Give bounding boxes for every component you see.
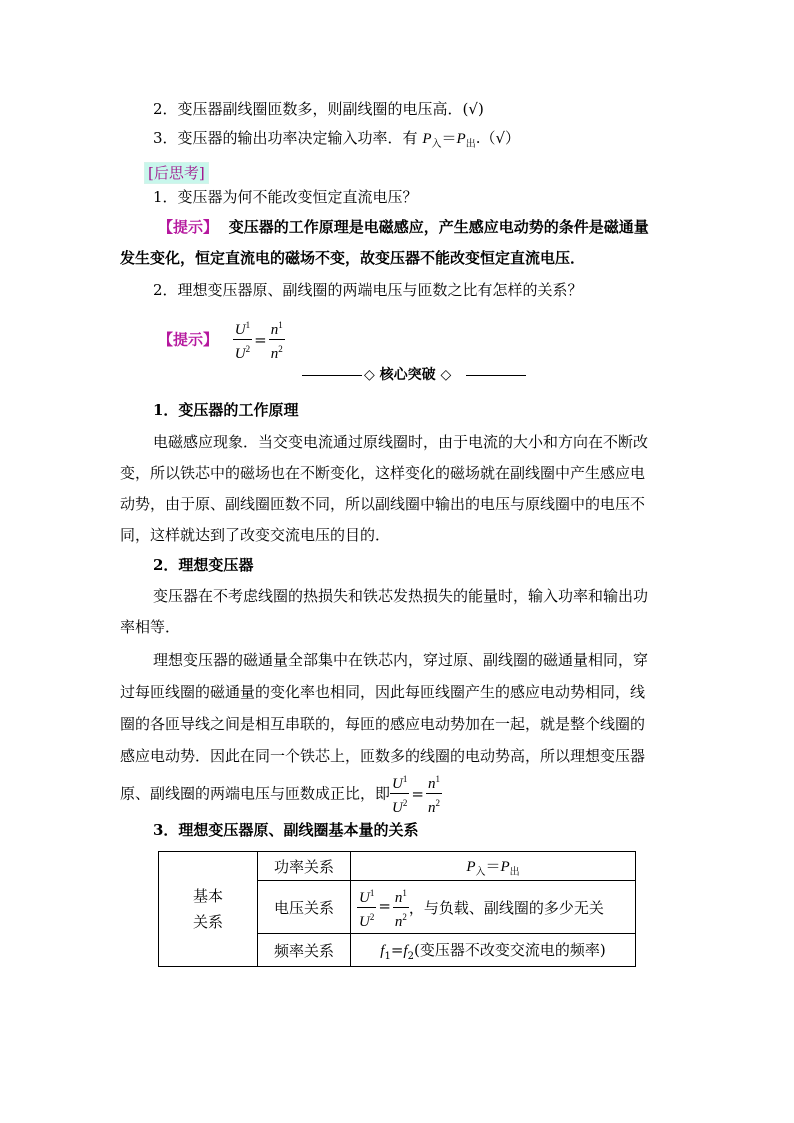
statement-3: 3．变压器的输出功率决定输入功率．有 $P_入=P_出.(√)$ bbox=[153, 129, 521, 150]
table-key-cell: 频率关系 bbox=[258, 934, 351, 967]
heading-basic-quantities: 3．理想变压器原、副线圈基本量的关系 bbox=[153, 821, 419, 839]
paragraph-1-line-3: 动势，由于原、副线圈匝数不同，所以副线圈中输出的电压与原线圈中的电压不 bbox=[120, 495, 646, 513]
table-voltage-fraction: $\frac{U^1}{U^2}$ bbox=[357, 884, 376, 931]
hint-label-2: 【提示】 bbox=[158, 330, 219, 349]
table-row bbox=[159, 852, 636, 881]
paragraph-3-line-4: 感应电动势．因此在同一个铁芯上，匝数多的线圈的电动势高，所以理想变压器 bbox=[120, 747, 646, 765]
paragraph-3-line-5: 原、副线圈的两端电压与匝数成正比，即 $\frac{U^1}{U^2}$ = $\frac{n^1}{n^2}$ bbox=[120, 770, 442, 810]
divider-line-left bbox=[302, 375, 362, 376]
table-key-cell: 功率关系 bbox=[258, 852, 351, 881]
table-turns-fraction: $\frac{n^1}{n^2}$ bbox=[393, 884, 409, 931]
inline-turns-fraction: $\frac{n^1}{n^2}$ bbox=[426, 770, 442, 817]
statement-2: 2．变压器副线圈匝数多，则副线圈的电压高．(√) bbox=[153, 100, 484, 118]
divider-line-right bbox=[466, 375, 526, 376]
turns-ratio-fraction: $\frac{n^1}{n^2}$ bbox=[269, 316, 285, 363]
frequency-relation-cell: $f_1=f_2$(变压器不改变交流电的频率) bbox=[351, 934, 636, 967]
power-relation-cell: $P_入=P_出$ bbox=[351, 852, 636, 881]
answer-2: 【提示】 $\frac{U^1}{U^2}$ = $\frac{n^1}{n^2}$ bbox=[158, 316, 285, 356]
category-cell: 基本 关系 bbox=[159, 852, 258, 967]
section-divider-title: ◇ 核心突破 ◇ bbox=[364, 367, 452, 383]
think-question-1: 1．变压器为何不能改变恒定直流电压？ bbox=[153, 188, 418, 206]
answer-1-continued: 发生变化，恒定直流电的磁场不变，故变压器不能改变恒定直流电压． bbox=[120, 249, 586, 267]
paragraph-2-line-1: 变压器在不考虑线圈的热损失和铁芯发热损失的能量时，输入功率和输出功 bbox=[153, 587, 649, 605]
inline-voltage-fraction: $\frac{U^1}{U^2}$ bbox=[390, 770, 409, 817]
after-think-tag: [后思考] bbox=[144, 162, 209, 184]
table-key-cell: 电压关系 bbox=[258, 881, 351, 934]
heading-working-principle: 1．变压器的工作原理 bbox=[153, 401, 299, 419]
paragraph-1-line-4: 同，这样就达到了改变交流电压的目的． bbox=[120, 526, 391, 544]
relations-table bbox=[158, 851, 636, 967]
hint-label: 【提示】 bbox=[158, 218, 219, 236]
think-question-2: 2．理想变压器原、副线圈的两端电压与匝数之比有怎样的关系？ bbox=[153, 281, 583, 299]
voltage-relation-cell: $\frac{U^1}{U^2}$ = $\frac{n^1}{n^2}$ ，与负载、副线圈的多少无关 bbox=[351, 881, 636, 934]
voltage-ratio-fraction: $\frac{U^1}{U^2}$ bbox=[233, 316, 252, 363]
paragraph-3-line-2: 过每匝线圈的磁通量的变化率也相同，因此每匝线圈产生的感应电动势相同，线 bbox=[120, 683, 646, 701]
paragraph-3-line-3: 圈的各匝导线之间是相互串联的，每匝的感应电动势加在一起，就是整个线圈的 bbox=[120, 715, 646, 733]
heading-ideal-transformer: 2．理想变压器 bbox=[153, 556, 254, 574]
answer-1: 【提示】 变压器的工作原理是电磁感应，产生感应电动势的条件是磁通量 bbox=[158, 218, 649, 236]
paragraph-3-line-1: 理想变压器的磁通量全部集中在铁芯内，穿过原、副线圈的磁通量相同，穿 bbox=[153, 651, 649, 669]
paragraph-1-line-2: 变，所以铁芯中的磁场也在不断变化，这样变化的磁场就在副线圈中产生感应电 bbox=[120, 464, 646, 482]
paragraph-2-line-2: 率相等． bbox=[120, 618, 181, 636]
paragraph-1-line-1: 电磁感应现象．当交变电流通过原线圈时，由于电流的大小和方向在不断改 bbox=[153, 433, 649, 451]
